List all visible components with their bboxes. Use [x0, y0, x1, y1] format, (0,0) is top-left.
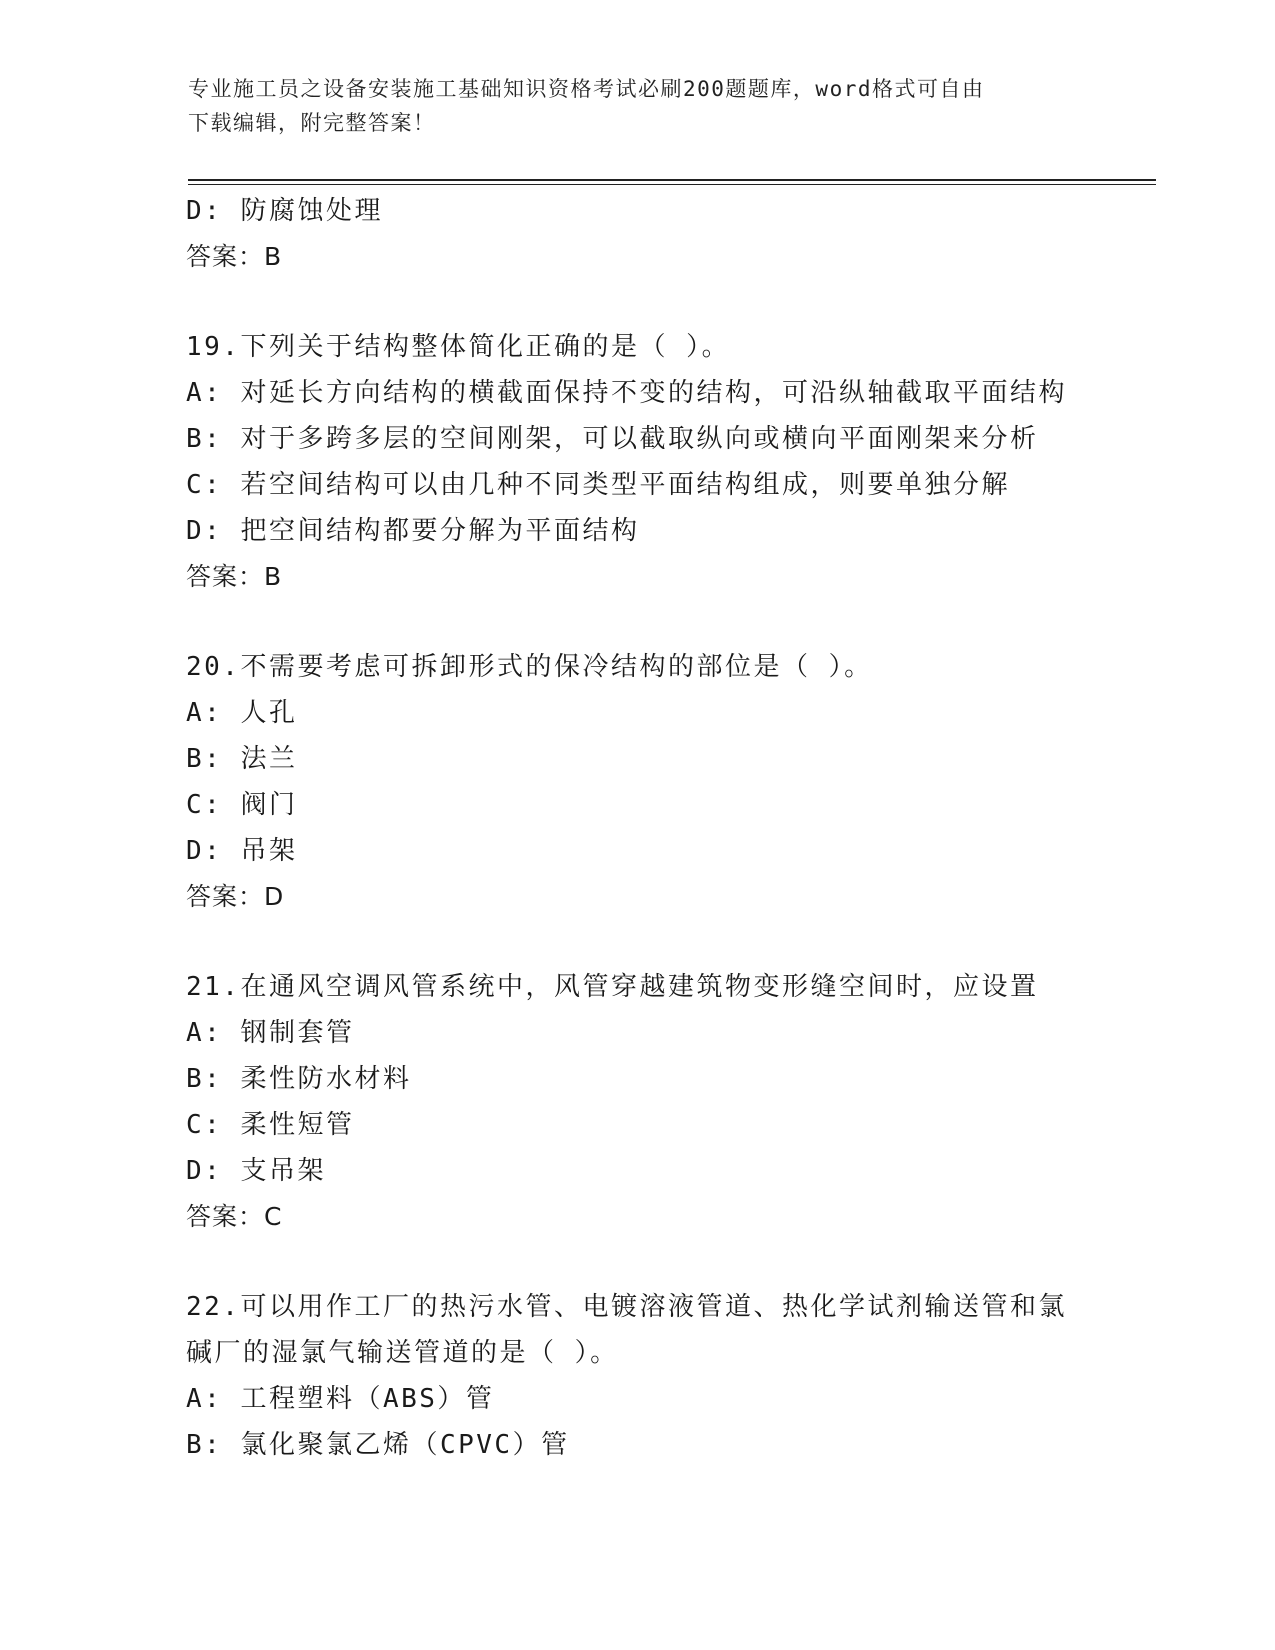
option-b: B: 对于多跨多层的空间刚架，可以截取纵向或横向平面刚架来分析	[186, 424, 1039, 454]
question-block-20	[186, 644, 1116, 920]
question-block-18	[186, 188, 1116, 280]
question-text: 21.在通风空调风管系统中，风管穿越建筑物变形缝空间时，应设置	[186, 972, 1039, 1002]
option-d: D: 防腐蚀处理	[186, 196, 383, 226]
header-divider-thin	[188, 184, 1156, 185]
option-b: B: 柔性防水材料	[186, 1064, 412, 1094]
header-line-2: 下载编辑，附完整答案！	[188, 111, 436, 135]
option-b: B: 法兰	[186, 744, 298, 774]
option-c: C: 柔性短管	[186, 1110, 355, 1140]
spacer	[186, 920, 1116, 964]
answer-line: 答案：C	[186, 1202, 283, 1231]
question-text: 19.下列关于结构整体简化正确的是（ ）。	[186, 332, 731, 362]
question-text-line-2: 碱厂的湿氯气输送管道的是（ ）。	[186, 1338, 619, 1368]
option-b: B: 氯化聚氯乙烯（CPVC）管	[186, 1430, 570, 1460]
option-a: A: 人孔	[186, 698, 298, 728]
question-text: 20.不需要考虑可拆卸形式的保冷结构的部位是（ ）。	[186, 652, 873, 682]
question-list	[186, 188, 1116, 1468]
header-line-1: 专业施工员之设备安装施工基础知识资格考试必刷200题题库，word格式可自由	[188, 77, 985, 101]
question-text-line-1: 22.可以用作工厂的热污水管、电镀溶液管道、热化学试剂输送管和氯	[186, 1292, 1067, 1322]
answer-line: 答案：D	[186, 882, 285, 911]
option-d: D: 把空间结构都要分解为平面结构	[186, 516, 640, 546]
option-d: D: 吊架	[186, 836, 298, 866]
option-c: C: 阀门	[186, 790, 298, 820]
option-a: A: 钢制套管	[186, 1018, 355, 1048]
question-block-21	[186, 964, 1116, 1240]
question-block-22	[186, 1284, 1116, 1468]
answer-line: 答案：B	[186, 242, 283, 271]
header-divider-thick	[188, 179, 1156, 181]
spacer	[186, 1240, 1116, 1284]
option-a: A: 工程塑料（ABS）管	[186, 1384, 495, 1414]
document-header	[188, 72, 1088, 140]
option-c: C: 若空间结构可以由几种不同类型平面结构组成，则要单独分解	[186, 470, 1010, 500]
spacer	[186, 280, 1116, 324]
question-block-19	[186, 324, 1116, 600]
option-a: A: 对延长方向结构的横截面保持不变的结构，可沿纵轴截取平面结构	[186, 378, 1067, 408]
option-d: D: 支吊架	[186, 1156, 326, 1186]
spacer	[186, 600, 1116, 644]
answer-line: 答案：B	[186, 562, 283, 591]
